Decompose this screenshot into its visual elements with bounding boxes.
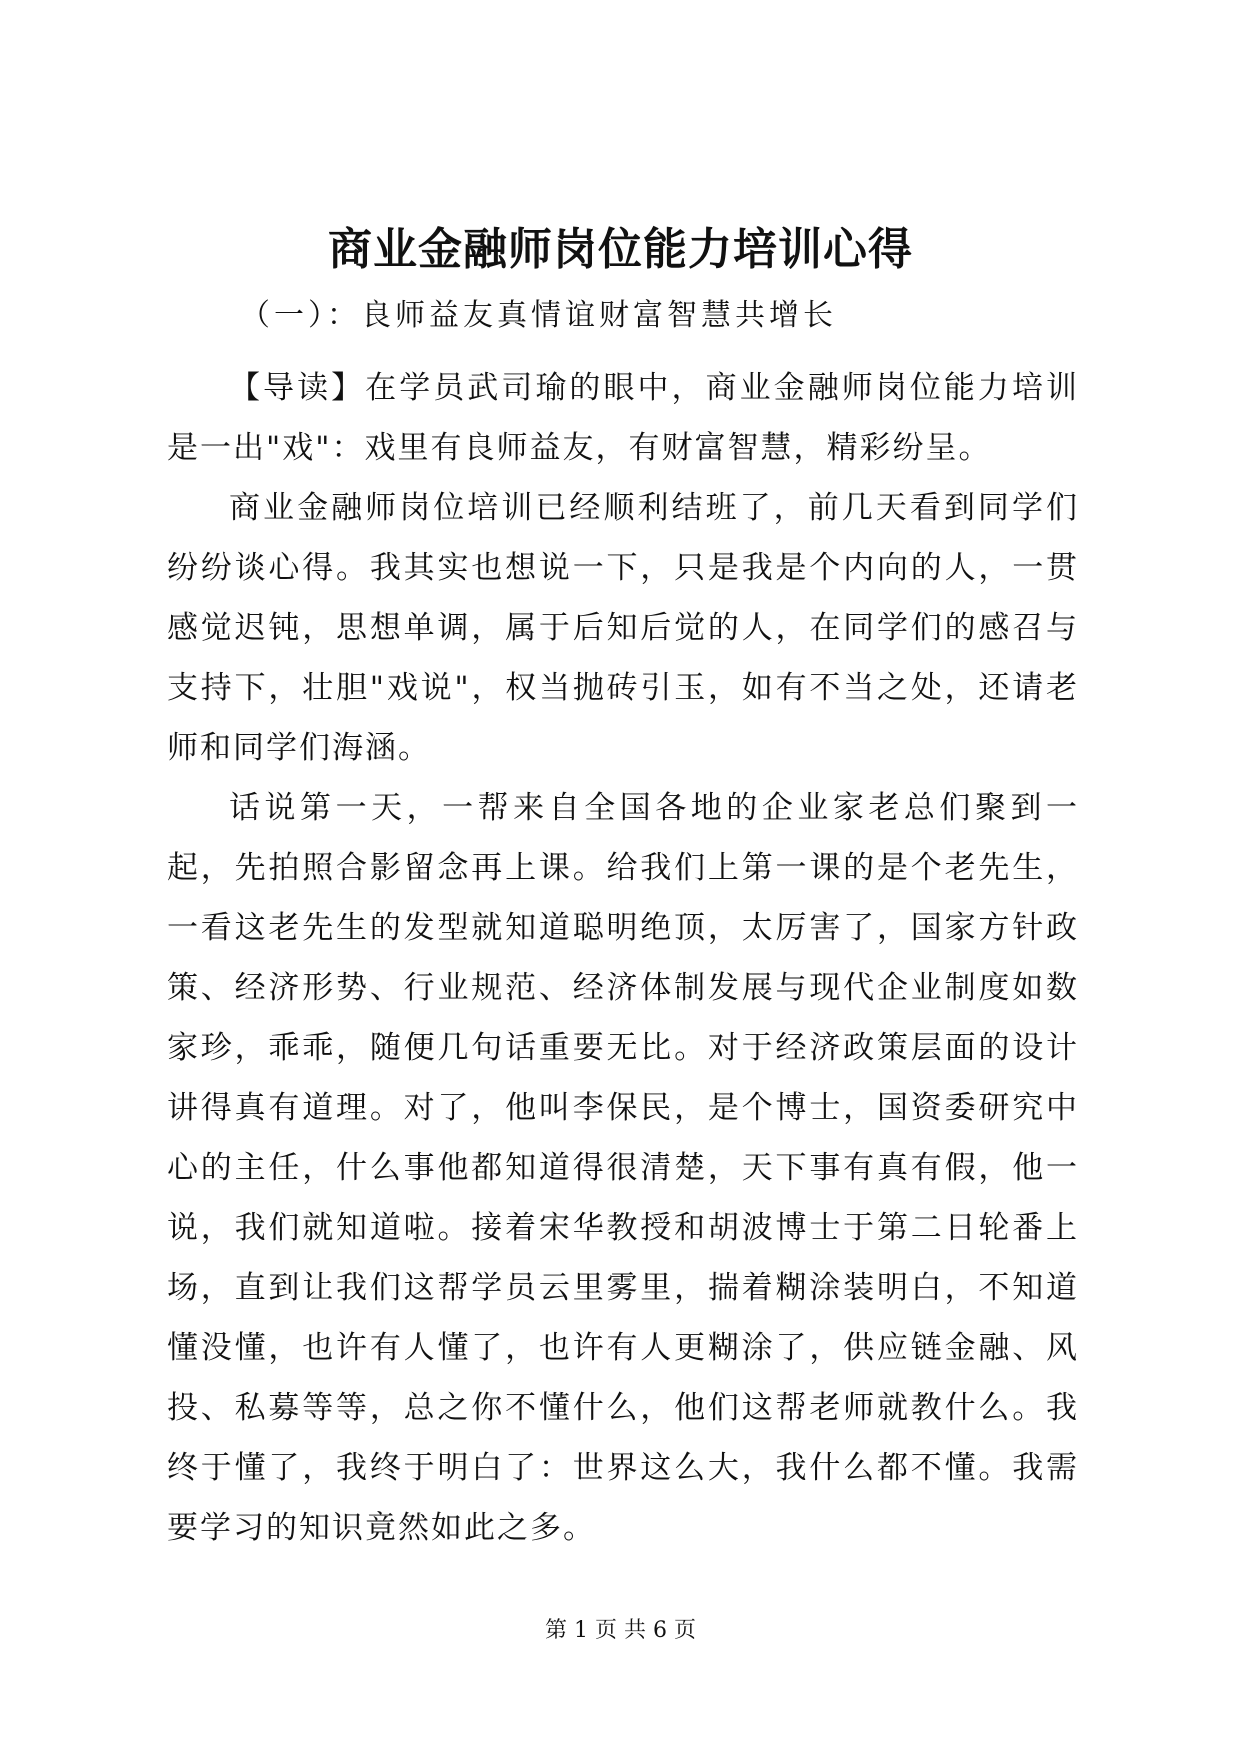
document-title: 商业金融师岗位能力培训心得 <box>328 224 913 275</box>
paragraph-3: 话说第一天，一帮来自全国各地的企业家老总们聚到一起，先拍照合影留念再上课。给我们上第一课的是个老先生，一看这老先生的发型就知道聪明绝顶，太厉害了，国家方针政策、经济形势、行业规范、经济体制发展与现代企业制度如数家珍，乖乖，随便几句话重要无比。对于经济政策层面的设计讲得真有道理。对了，他叫李保民，是个博士，国资委研究中心的主任，什么事他都知道得很清楚，天下事有真有假，他一说，我们就知道啦。接着宋华教授和胡波博士于第二日轮番上场，直到让我们这帮学员云里雾里，揣着糊涂装明白，不知道懂没懂，也许有人懂了，也许有人更糊涂了，供应链金融、风投、私募等等，总之你不懂什么，他们这帮老师就教什么。我终于懂了，我终于明白了：世界这么大，我什么都不懂。我需要学习的知识竟然如此之多。 <box>167 790 1079 1546</box>
page-number: 第 1 页 共 6 页 <box>545 1618 696 1643</box>
section-subtitle: （一）：良师益友真情谊财富智慧共增长 <box>240 298 837 333</box>
document-body <box>167 358 1079 1558</box>
paragraph-intro: 【导读】在学员武司瑜的眼中，商业金融师岗位能力培训是一出"戏"：戏里有良师益友，有财富智慧，精彩纷呈。 <box>167 370 1079 466</box>
paragraph-2: 商业金融师岗位培训已经顺利结班了，前几天看到同学们纷纷谈心得。我其实也想说一下，只是我是个内向的人，一贯感觉迟钝，思想单调，属于后知后觉的人，在同学们的感召与支持下，壮胆"戏说"，权当抛砖引玉，如有不当之处，还请老师和同学们海涵。 <box>167 490 1079 766</box>
